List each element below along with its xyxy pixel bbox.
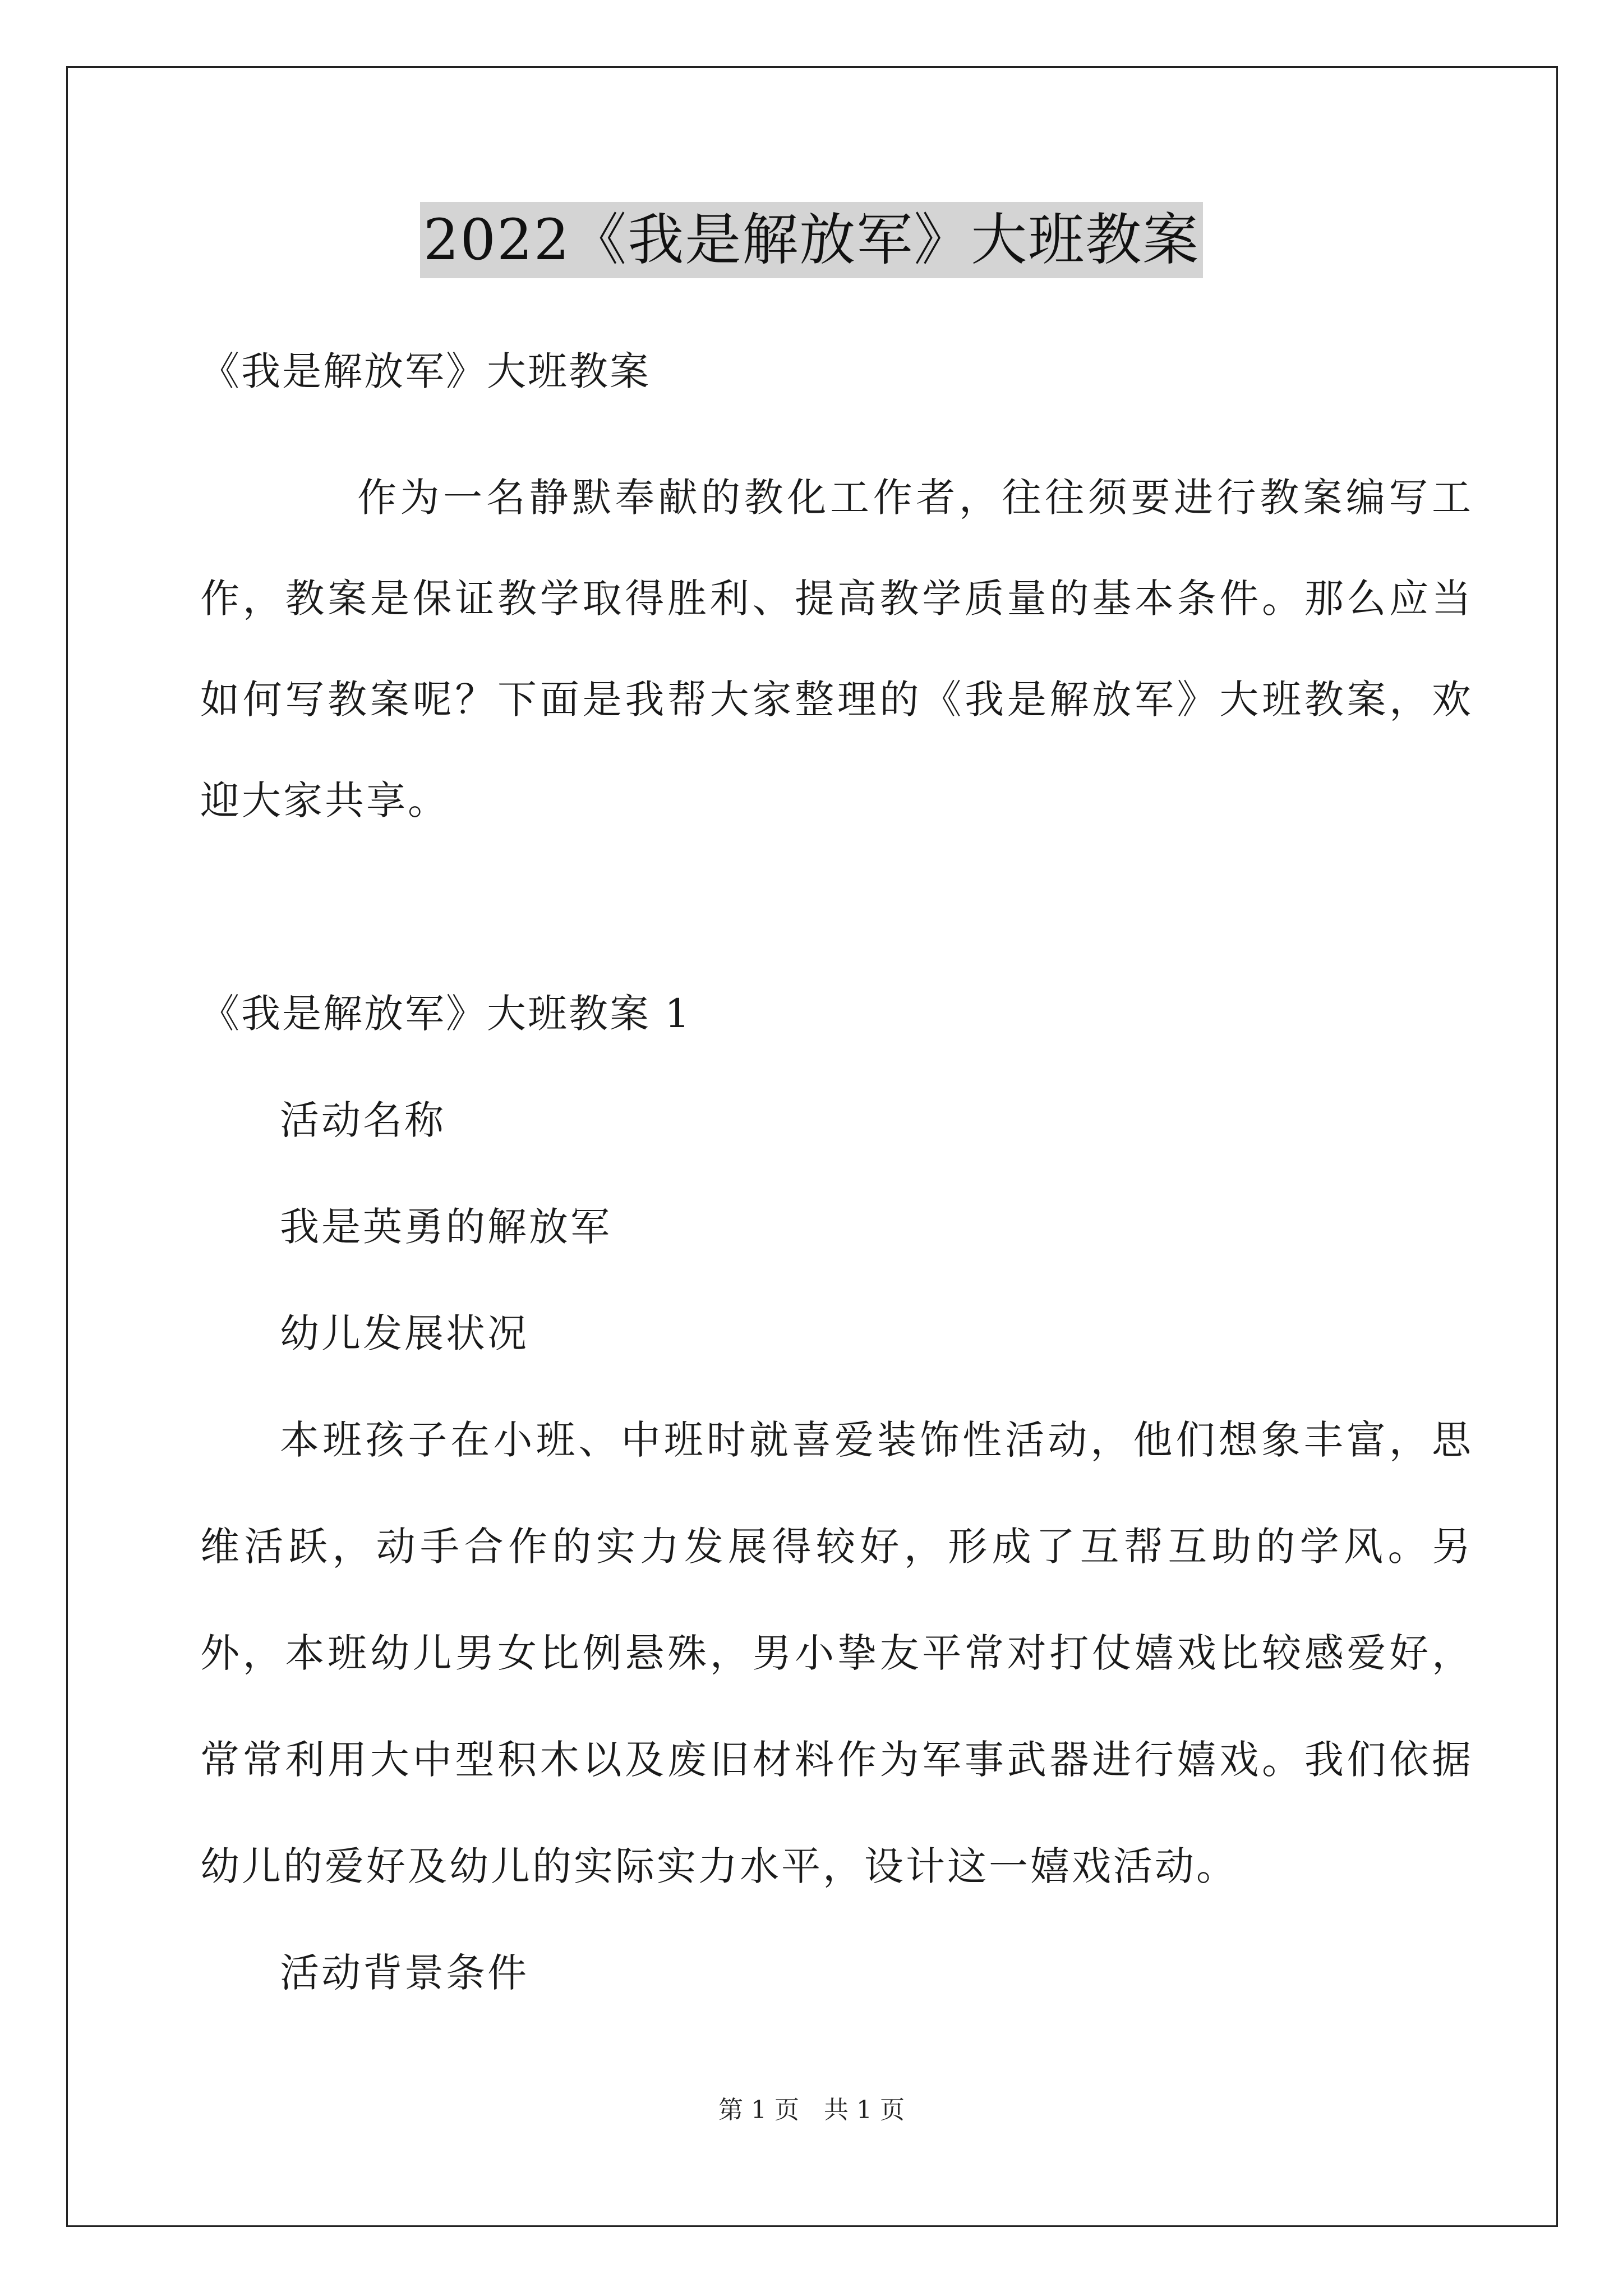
activity-name-label: 活动名称	[280, 1097, 446, 1143]
development-label: 幼儿发展状况	[280, 1310, 529, 1356]
activity-name: 我是英勇的解放军	[280, 1204, 612, 1250]
document-subtitle: 《我是解放军》大班教案	[200, 348, 651, 394]
background-label: 活动背景条件	[280, 1950, 529, 1996]
document-title: 2022《我是解放军》大班教案	[420, 202, 1204, 278]
document-body	[200, 343, 1473, 2051]
title-container	[0, 202, 1623, 278]
page-footer: 第 1 页 共 1 页	[718, 2096, 905, 2124]
intro-paragraph: 作为一名静默奉献的教化工作者，往往须要进行教案编写工作，教案是保证教学取得胜利、提高教学质量的基本条件。那么应当如何写教案呢？下面是我帮大家整理的《我是解放军》大班教案，欢迎大家共享。	[200, 475, 1473, 823]
development-section	[200, 1387, 1473, 1920]
section-heading: 《我是解放军》大班教案 1	[200, 991, 691, 1037]
development-paragraph: 本班孩子在小班、中班时就喜爱装饰性活动，他们想象丰富，思维活跃，动手合作的实力发展得较好，形成了互帮互助的学风。另外，本班幼儿男女比例悬殊，男小挚友平常对打仗嬉戏比较感爱好，常常利用大中型积木以及废旧材料作为军事武器进行嬉戏。我们依据幼儿的爱好及幼儿的实际实力水平，设计这一嬉戏活动。	[200, 1417, 1473, 1889]
